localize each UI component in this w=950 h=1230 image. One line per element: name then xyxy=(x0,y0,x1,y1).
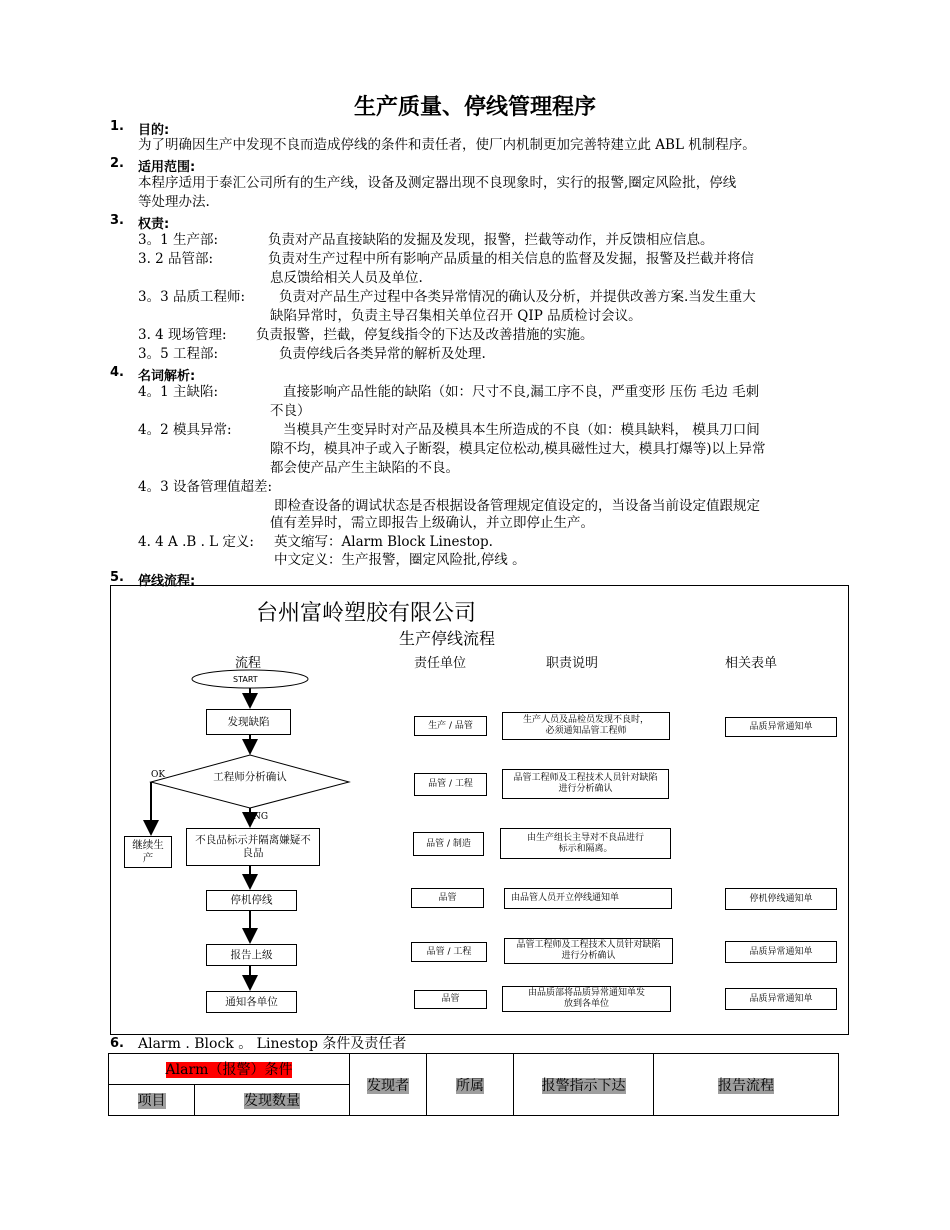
resp-4-text: 负责报警，拦截，停复线指令的下达及改善措施的实施。 xyxy=(256,327,594,343)
section-5-heading: 停线流程: xyxy=(138,574,196,589)
duty-6: 由品质部将品质异常通知单发放到各单位 xyxy=(502,986,671,1012)
resp-1-label: 3。1 生产部: xyxy=(138,232,219,248)
order-cell xyxy=(514,1054,654,1116)
col-unit: 责任单位 xyxy=(414,656,467,671)
duty-2: 品管工程师及工程技术人员针对缺陷进行分析确认 xyxy=(502,769,669,799)
section-2-number: 2. xyxy=(110,156,124,171)
alarm-header-cell xyxy=(109,1054,350,1085)
def-1-text2: 不良） xyxy=(270,403,311,419)
resp-1-text: 负责对产品直接缺陷的发掘及发现，报警，拦截等动作，并反馈相应信息。 xyxy=(268,232,714,248)
flowchart xyxy=(110,585,849,1035)
unit-1: 生产 / 品管 xyxy=(414,716,487,736)
resp-3-text1: 负责对产品生产过程中各类异常情况的确认及分析，并提供改善方案.当发生重大 xyxy=(279,289,756,305)
resp-2-label: 3. 2 品管部: xyxy=(138,251,214,267)
page-title: 生产质量、停线管理程序 xyxy=(353,95,596,120)
step-engineer-confirm: 工程师分析确认 xyxy=(213,771,287,783)
form-3: 品质异常通知单 xyxy=(725,941,837,963)
def-2-text1: 当模具产生变异时对产品及模具本生所造成的不良（如：模具缺料， 模具刀口间 xyxy=(283,422,760,438)
resp-3-text2: 缺陷异常时，负责主导召集相关单位召开 QIP 品质检讨会议。 xyxy=(270,308,642,324)
def-2-label: 4。2 模具异常: xyxy=(138,422,232,438)
section-6-number: 6. xyxy=(110,1036,124,1051)
flow-company: 台州富岭塑胶有限公司 xyxy=(256,601,477,626)
belong-header: 所属 xyxy=(456,1077,484,1094)
resp-5-text: 负责停线后各类异常的解析及处理. xyxy=(279,346,486,362)
step-stop-line: 停机停线 xyxy=(206,890,297,911)
form-1: 品质异常通知单 xyxy=(725,717,837,737)
step-find-defect: 发现缺陷 xyxy=(206,709,291,735)
section-1-number: 1. xyxy=(110,119,124,134)
duty-5: 品管工程师及工程技术人员针对缺陷进行分析确认 xyxy=(504,938,673,964)
step-notify: 通知各单位 xyxy=(206,991,297,1013)
section-4-heading: 名词解析: xyxy=(138,369,196,384)
qty-cell xyxy=(195,1085,350,1116)
section-3-heading: 权责: xyxy=(138,217,170,232)
form-4: 品质异常通知单 xyxy=(725,988,837,1010)
section-5-number: 5. xyxy=(110,570,124,585)
duty-1: 生产人员及品检员发现不良时，必须通知品管工程师 xyxy=(502,712,670,740)
belong-cell xyxy=(427,1054,514,1116)
qty-header: 发现数量 xyxy=(244,1093,300,1109)
section-2-heading: 适用范围: xyxy=(138,160,196,175)
section-6-text: Alarm . Block 。 Linestop 条件及责任者 xyxy=(138,1036,407,1052)
step-isolate: 不良品标示并隔离嫌疑不良品 xyxy=(186,828,320,866)
flow-subtitle: 生产停线流程 xyxy=(399,629,496,648)
unit-2: 品管 / 工程 xyxy=(414,773,487,796)
finder-header: 发现者 xyxy=(367,1077,409,1094)
report-cell xyxy=(654,1054,839,1116)
resp-3-label: 3。3 品质工程师: xyxy=(138,289,246,305)
resp-5-label: 3。5 工程部: xyxy=(138,346,219,362)
start-label: START xyxy=(233,675,258,684)
def-1-text1: 直接影响产品性能的缺陷（如：尺寸不良,漏工序不良，严重变形 压伤 毛边 毛刺 xyxy=(283,384,760,400)
def-2-text3: 都会使产品产生主缺陷的不良。 xyxy=(270,460,459,476)
def-4-text1: 英文缩写：Alarm Block Linestop. xyxy=(274,534,493,550)
abl-table xyxy=(108,1053,839,1116)
ok-label: OK xyxy=(151,770,166,780)
col-duty: 职责说明 xyxy=(546,656,599,671)
resp-2-text1: 负责对生产过程中所有影响产品质量的相关信息的监督及发掘，报警及拦截并将信 xyxy=(268,251,754,267)
section-4-number: 4. xyxy=(110,365,124,380)
section-1-text: 为了明确因生产中发现不良而造成停线的条件和责任者，使厂内机制更加完善特建立此 ABL 机制程序。 xyxy=(138,137,756,153)
order-header: 报警指示下达 xyxy=(541,1077,626,1094)
unit-5: 品管 / 工程 xyxy=(411,942,487,962)
item-header: 项目 xyxy=(137,1093,166,1109)
duty-4: 由品管人员开立停线通知单 xyxy=(504,888,672,909)
def-3-text2: 值有差异时，需立即报告上级确认，并立即停止生产。 xyxy=(270,515,594,531)
def-3-text1: 即检查设备的调试状态是否根据设备管理规定值设定的，当设备当前设定值跟规定 xyxy=(274,498,760,514)
resp-2-text2: 息反馈给相关人员及单位. xyxy=(270,270,423,286)
unit-6: 品管 xyxy=(414,990,487,1009)
continue-production: 继续生产 xyxy=(124,836,172,868)
section-3-number: 3. xyxy=(110,213,124,228)
step-report: 报告上级 xyxy=(206,944,297,966)
col-flow: 流程 xyxy=(235,656,262,671)
def-1-label: 4。1 主缺陷: xyxy=(138,384,219,400)
alarm-condition-header: Alarm（报警）条件 xyxy=(165,1062,293,1078)
unit-3: 品管 / 制造 xyxy=(413,832,484,856)
def-3-label: 4。3 设备管理值超差: xyxy=(138,479,273,495)
col-form: 相关表单 xyxy=(725,656,778,671)
def-4-label: 4. 4 A .B . L 定义: xyxy=(138,534,254,550)
form-2: 停机停线通知单 xyxy=(725,888,837,910)
def-2-text2: 隙不均，模具冲子或入子断裂，模具定位松动,模具磁性过大，模具打爆等)以上异常 xyxy=(270,441,766,457)
finder-cell xyxy=(350,1054,427,1116)
report-header: 报告流程 xyxy=(718,1077,774,1094)
section-1-heading: 目的: xyxy=(138,123,170,138)
ng-label: NG xyxy=(253,812,269,822)
duty-3: 由生产组长主导对不良品进行标示和隔离。 xyxy=(500,828,671,859)
unit-4: 品管 xyxy=(411,888,484,908)
resp-4-label: 3. 4 现场管理: xyxy=(138,327,227,343)
item-cell xyxy=(109,1085,195,1116)
def-4-text2: 中文定义：生产报警，圈定风险批,停线 。 xyxy=(274,552,526,568)
section-2-line2: 等处理办法. xyxy=(138,194,210,210)
section-2-line1: 本程序适用于泰汇公司所有的生产线，设备及测定器出现不良现象时，实行的报警,圈定风险批，停线 xyxy=(138,175,737,191)
